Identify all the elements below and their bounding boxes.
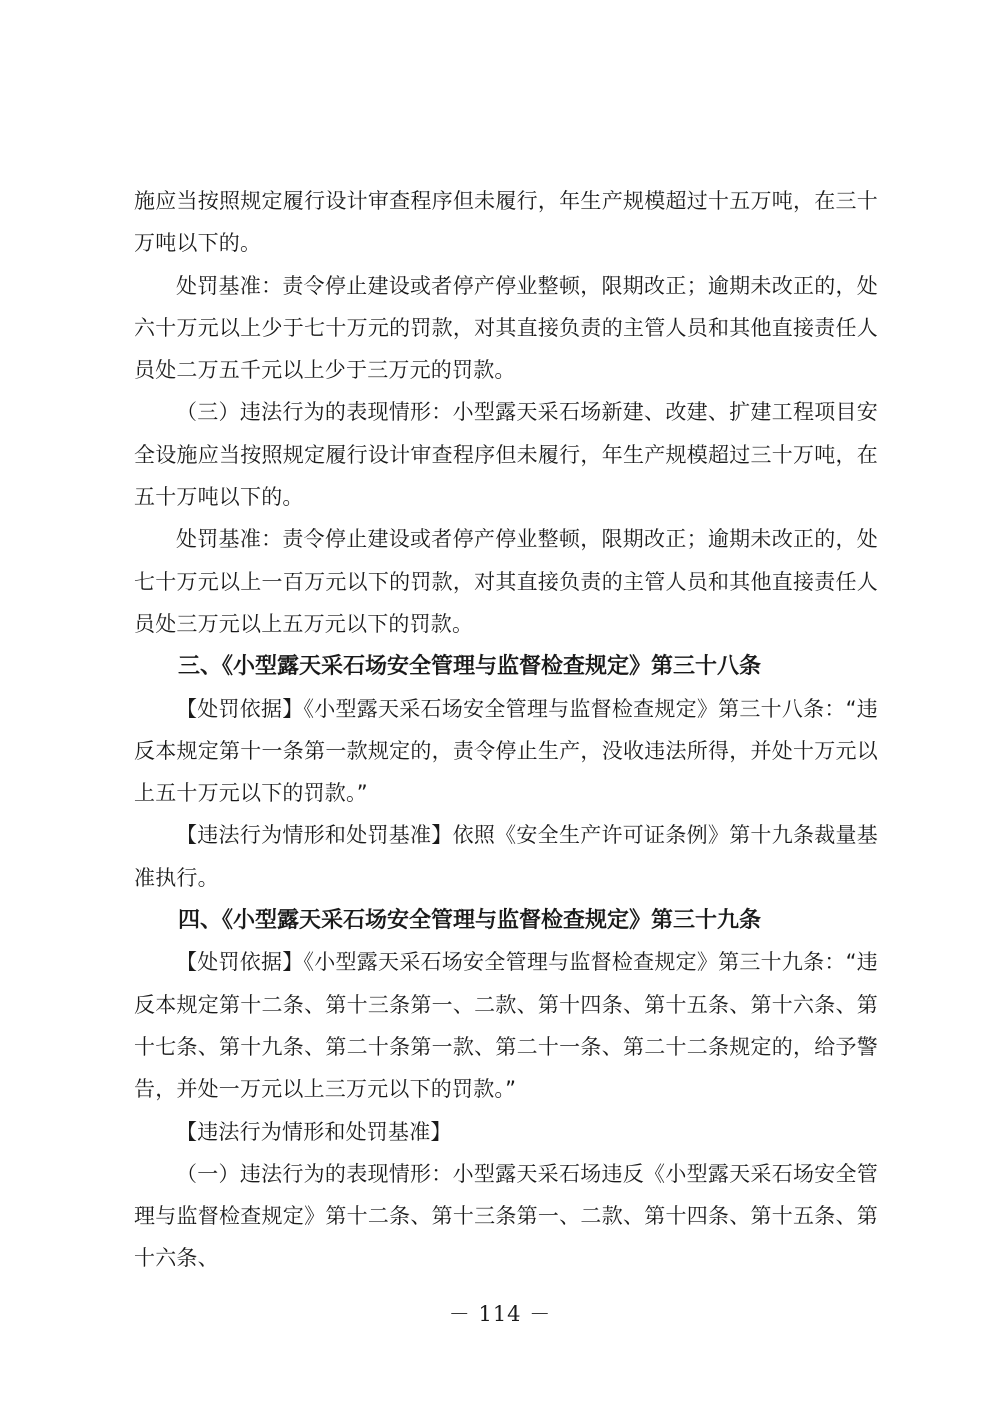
paragraph: （一）违法行为的表现情形：小型露天采石场违反《小型露天采石场安全管理与监督检查规定》第十二条、第十三条第一、二款、第十四条、第十五条、第十六条、: [134, 1161, 878, 1271]
document-body: [134, 180, 878, 1280]
paragraph: 施应当按照规定履行设计审查程序但未履行，年生产规模超过十五万吨，在三十万吨以下的。: [134, 189, 878, 256]
paragraph: 处罚基准：责令停止建设或者停产停业整顿，限期改正；逾期未改正的，处七十万元以上一百万元以下的罚款，对其直接负责的主管人员和其他直接责任人员处三万元以上五万元以下的罚款。: [134, 527, 878, 636]
paragraph: 【处罚依据】《小型露天采石场安全管理与监督检查规定》第三十九条：“违反本规定第十二条、第十三条第一、二款、第十四条、第十五条、第十六条、第十七条、第十九条、第二十条第一款、第二十一条、第二十二条规定的，给予警告，并处一万元以上三万元以下的罚款。”: [134, 950, 878, 1102]
page-number: － 114 －: [448, 1302, 552, 1326]
paragraph: 处罚基准：责令停止建设或者停产停业整顿，限期改正；逾期未改正的，处六十万元以上少于七十万元的罚款，对其直接负责的主管人员和其他直接责任人员处二万五千元以上少于三万元的罚款。: [134, 273, 878, 383]
section-heading: 三、《小型露天采石场安全管理与监督检查规定》第三十八条: [178, 653, 762, 680]
paragraph: 【违法行为情形和处罚基准】: [176, 1119, 452, 1144]
section-heading: 四、《小型露天采石场安全管理与监督检查规定》第三十九条: [178, 907, 762, 934]
paragraph: 【违法行为情形和处罚基准】依照《安全生产许可证条例》第十九条裁量基准执行。: [134, 823, 878, 890]
paragraph: （三）违法行为的表现情形：小型露天采石场新建、改建、扩建工程项目安全设施应当按照规定履行设计审查程序但未履行，年生产规模超过三十万吨，在五十万吨以下的。: [134, 400, 878, 510]
paragraph: 【处罚依据】《小型露天采石场安全管理与监督检查规定》第三十八条：“违反本规定第十一条第一款规定的，责令停止生产，没收违法所得，并处十万元以上五十万元以下的罚款。”: [134, 696, 878, 806]
